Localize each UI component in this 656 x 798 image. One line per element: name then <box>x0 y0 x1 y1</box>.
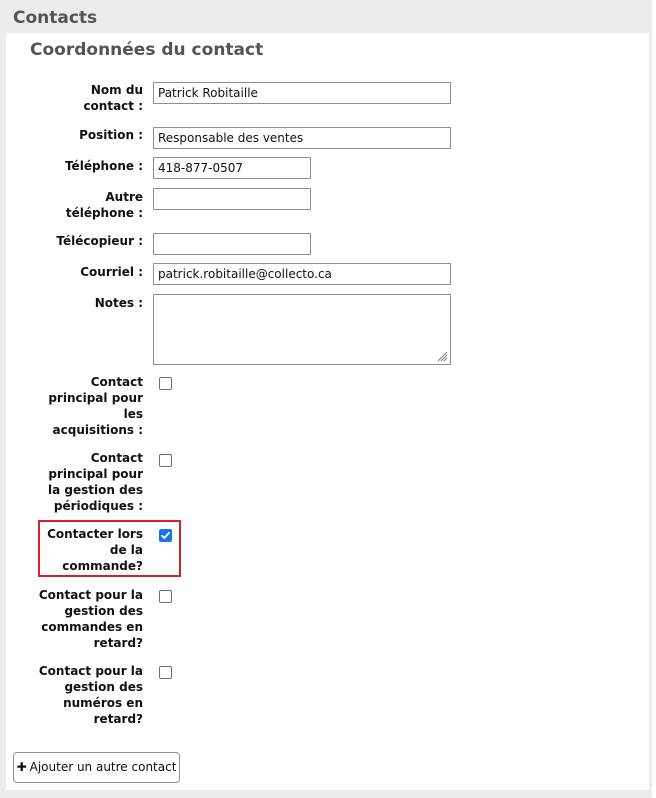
label-line: la gestion des <box>48 483 143 497</box>
resize-grip-icon[interactable] <box>436 350 448 362</box>
label-line: Contacter lors <box>47 527 143 541</box>
label-line: Contact pour la <box>38 588 143 602</box>
phone-field[interactable]: 418-877-0507 <box>153 157 311 179</box>
label-line: gestion des <box>64 680 143 694</box>
other-phone-label-line: Autre <box>105 190 143 204</box>
other-phone-label <box>3 189 143 221</box>
add-contact-button[interactable] <box>13 752 180 783</box>
label-line: de la <box>109 543 143 557</box>
label-line: principal pour <box>48 391 143 405</box>
add-contact-label: Ajouter un autre contact <box>29 760 177 774</box>
acquisitions-contact-checkbox[interactable] <box>159 377 172 390</box>
notes-label: Notes : <box>94 296 143 310</box>
late-issues-contact-label <box>3 663 143 727</box>
checkmark-icon <box>160 530 171 541</box>
contact-form-panel <box>6 33 649 790</box>
late-orders-contact-checkbox[interactable] <box>159 590 172 603</box>
serials-contact-label <box>3 450 143 514</box>
email-label: Courriel : <box>80 265 143 279</box>
position-field[interactable]: Responsable des ventes <box>153 127 451 149</box>
name-label-line: Nom du <box>90 83 143 97</box>
serials-contact-checkbox[interactable] <box>159 454 172 467</box>
section-title: Coordonnées du contact <box>30 40 264 60</box>
fax-label: Télécopieur : <box>56 234 143 248</box>
contact-name-field[interactable]: Patrick Robitaille <box>153 82 451 104</box>
label-line: Contact <box>90 451 143 465</box>
page-title: Contacts <box>13 8 98 28</box>
notes-textarea[interactable] <box>153 294 451 365</box>
late-orders-contact-label <box>3 587 143 651</box>
fax-field[interactable] <box>153 233 311 255</box>
position-label: Position : <box>79 128 143 142</box>
label-line: les <box>123 407 143 421</box>
label-line: commande? <box>62 559 143 573</box>
late-issues-contact-checkbox[interactable] <box>159 666 172 679</box>
label-line: retard? <box>93 636 143 650</box>
name-label-line: contact : <box>83 99 143 113</box>
label-line: périodiques : <box>53 499 143 513</box>
other-phone-field[interactable] <box>153 188 311 210</box>
order-contact-checkbox[interactable] <box>159 529 172 542</box>
label-line: numéros en <box>63 696 143 710</box>
label-line: acquisitions : <box>52 423 143 437</box>
plus-icon: ✚ <box>16 760 27 774</box>
other-phone-label-line: téléphone : <box>65 206 143 220</box>
label-line: retard? <box>93 712 143 726</box>
label-line: Contact <box>90 375 143 389</box>
label-line: Contact pour la <box>38 664 143 678</box>
name-label <box>3 82 143 114</box>
label-line: gestion des <box>64 604 143 618</box>
email-field[interactable]: patrick.robitaille@collecto.ca <box>153 263 451 285</box>
label-line: commandes en <box>41 620 143 634</box>
order-contact-label <box>3 526 143 574</box>
phone-label: Téléphone : <box>64 159 143 173</box>
label-line: principal pour <box>48 467 143 481</box>
acquisitions-contact-label <box>3 374 143 438</box>
